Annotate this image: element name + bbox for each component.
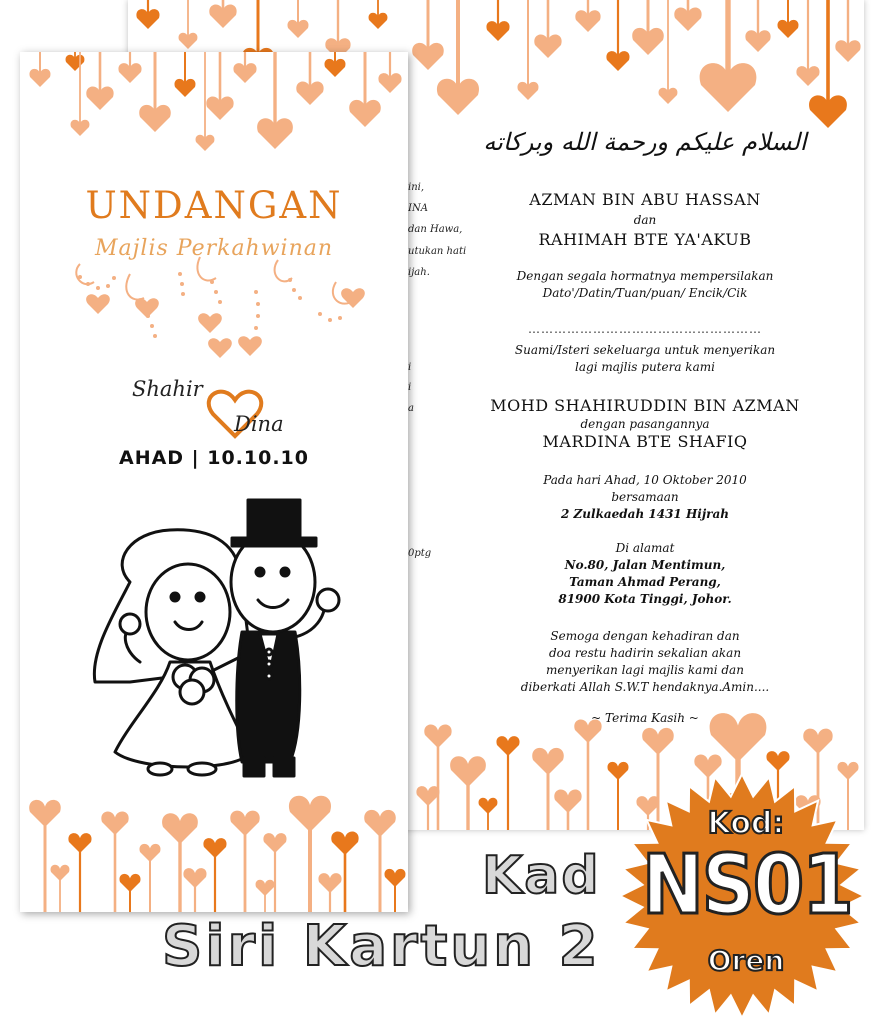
wish-line-1: Semoga dengan kehadiran dan (550, 629, 740, 643)
conjunction-dan: dan (633, 213, 657, 227)
family-line-1: Suami/Isteri sekeluarga untuk menyerikan (514, 343, 776, 357)
cartoon-couple-illustration (20, 52, 408, 912)
heart-icon (766, 751, 789, 771)
peek-text: ini, (408, 182, 425, 193)
heart-icon (479, 798, 498, 814)
invite-line-1: Dengan segala hormatnya mempersilakan (516, 269, 774, 283)
guest-name-blank: ……………………………………………… (528, 322, 762, 336)
heart-icon (642, 728, 674, 755)
family-line-2: lagi majlis putera kami (575, 360, 715, 374)
address-line-2: Taman Ahmad Perang, (569, 575, 721, 589)
peek-text: INA (408, 203, 428, 214)
heart-icon (496, 736, 519, 756)
thanks-line: ~ Terima Kasih ~ (591, 711, 699, 725)
heart-icon (554, 789, 581, 813)
code-label: Kod: (707, 806, 785, 841)
product-code: NS01 (642, 838, 852, 933)
address-line-1: No.80, Jalan Mentimun, (564, 558, 726, 572)
heart-icon (803, 729, 832, 754)
address-label: Di alamat (615, 541, 675, 555)
bride-full-name: MARDINA BTE SHAFIQ (542, 432, 748, 451)
groom-full-name: MOHD SHAHIRUDDIN BIN AZMAN (490, 396, 800, 415)
arabic-greeting: السلام عليكم ورحمة الله وبركاته (483, 128, 807, 156)
series-label: Siri Kartun 2 (162, 914, 601, 979)
card-type-label: Kad (482, 846, 601, 906)
wish-line-3: menyerikan lagi majlis kami dan (546, 663, 744, 677)
peek-text: dan Hawa, (408, 224, 463, 235)
invitation-subtitle: Majlis Perkahwinan (94, 236, 334, 261)
peek-text: utukan hati (408, 246, 467, 257)
bride-name: Dina (234, 412, 284, 436)
hijri-date: 2 Zulkaedah 1431 Hijrah (561, 507, 729, 521)
heart-icon (424, 724, 451, 748)
invitation-title: UNDANGAN (85, 184, 343, 227)
peek-text: i (408, 362, 412, 373)
partner-line: dengan pasangannya (580, 417, 710, 431)
card-cover (20, 52, 408, 912)
date-line-2: bersamaan (611, 490, 679, 504)
date-line-1: Pada hari Ahad, 10 Oktober 2010 (543, 473, 747, 487)
peek-text: ijah. (408, 267, 430, 278)
heart-icon (450, 756, 486, 787)
wedding-date: AHAD | 10.10.10 (118, 447, 309, 469)
heart-icon (532, 748, 564, 775)
groom-name: Shahir (132, 377, 203, 401)
heart-icon (416, 786, 439, 806)
invite-line-2: Dato'/Datin/Tuan/puan/ Encik/Cik (542, 286, 748, 300)
peek-text: i (408, 382, 412, 393)
color-name: Oren (707, 944, 785, 977)
wish-line-2: doa restu hadirin sekalian akan (548, 646, 742, 660)
peek-text: a (408, 403, 414, 414)
wish-line-4: diberkati Allah S.W.T hendaknya.Amin.... (520, 680, 770, 694)
parent-name-2: RAHIMAH BTE YA'AKUB (538, 230, 752, 249)
peek-text: 0ptg (408, 548, 432, 559)
address-line-3: 81900 Kota Tinggi, Johor. (558, 592, 732, 606)
parent-name-1: AZMAN BIN ABU HASSAN (529, 190, 761, 209)
